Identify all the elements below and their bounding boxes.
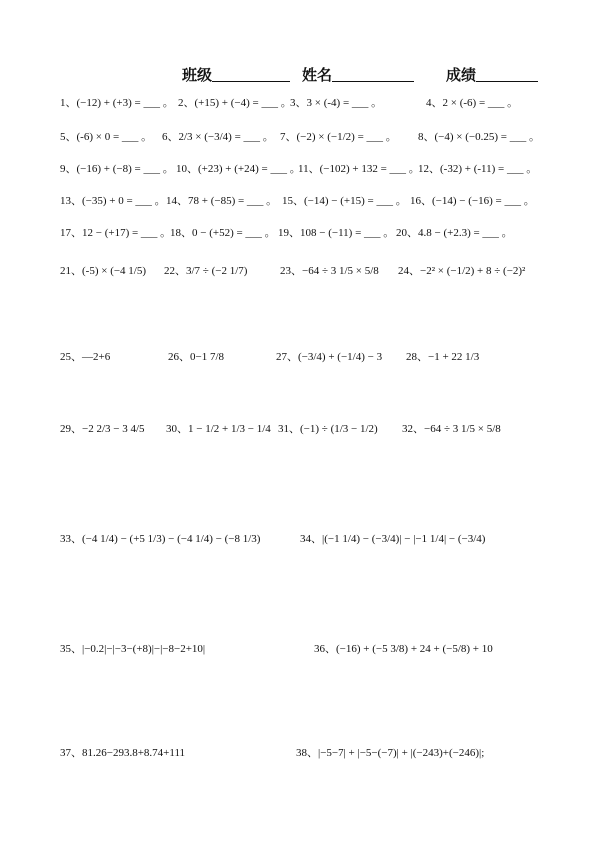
name-field (302, 64, 414, 85)
problem-36: 36、(−16) + (−5 3/8) + 24 + (−5/8) + 10 (314, 643, 493, 655)
problem-5: 5、(-6) × 0 = ___ 。 (60, 131, 153, 143)
problem-21: 21、(-5) × (−4 1/5) (60, 265, 147, 277)
problem-11: 11、(−102) + 132 = ___ 。 (298, 163, 420, 175)
problem-33: 33、(−4 1/4) − (+5 1/3) − (−4 1/4) − (−8 1/3) (60, 533, 261, 545)
problem-24: 24、−2² × (−1/2) + 8 ÷ (−2)² (398, 265, 526, 277)
problem-30: 30、1 − 1/2 + 1/3 − 1/4 (166, 423, 271, 435)
problem-20: 20、4.8 − (+2.3) = ___ 。 (396, 227, 513, 239)
class-field (182, 64, 290, 85)
problem-35: 35、|−0.2|−|−3−(+8)|−|−8−2+10| (60, 643, 206, 655)
problem-4: 4、2 × (-6) = ___ 。 (426, 97, 519, 109)
problem-9: 9、(−16) + (−8) = ___ 。 (60, 163, 174, 175)
problem-12: 12、(-32) + (-11) = ___ 。 (418, 163, 538, 175)
problem-34: 34、|(−1 1/4) − (−3/4)| − |−1 1/4| − (−3/4) (300, 533, 486, 545)
problem-10: 10、(+23) + (+24) = ___ 。 (176, 163, 301, 175)
score-blank[interactable] (476, 67, 538, 82)
problem-7: 7、(−2) × (−1/2) = ___ 。 (280, 131, 397, 143)
problem-16: 16、(−14) − (−16) = ___ 。 (410, 195, 535, 207)
problem-17: 17、12 − (+17) = ___ 。 (60, 227, 172, 239)
class-blank[interactable] (212, 67, 290, 82)
problem-25: 25、—2+6 (60, 351, 111, 363)
problem-31: 31、(−1) ÷ (1/3 − 1/2) (278, 423, 378, 435)
problem-2: 2、(+15) + (−4) = ___ 。 (178, 97, 292, 109)
problem-18: 18、0 − (+52) = ___ 。 (170, 227, 276, 239)
problem-8: 8、(−4) × (−0.25) = ___ 。 (418, 131, 540, 143)
problem-6: 6、2/3 × (−3/4) = ___ 。 (162, 131, 274, 143)
problem-3: 3、3 × (-4) = ___ 。 (290, 97, 383, 109)
problem-14: 14、78 + (−85) = ___ 。 (166, 195, 278, 207)
problem-28: 28、−1 + 22 1/3 (406, 351, 480, 363)
problem-13: 13、(−35) + 0 = ___ 。 (60, 195, 166, 207)
score-field (446, 64, 538, 85)
problem-38: 38、|−5−7| + |−5−(−7)| + |(−243)+(−246)|; (296, 747, 485, 759)
problem-23: 23、−64 ÷ 3 1/5 × 5/8 (280, 265, 379, 277)
problem-15: 15、(−14) − (+15) = ___ 。 (282, 195, 407, 207)
name-label: 姓名 (302, 66, 333, 84)
problem-19: 19、108 − (−11) = ___ 。 (278, 227, 395, 239)
problem-27: 27、(−3/4) + (−1/4) − 3 (276, 351, 383, 363)
class-label: 班级 (182, 66, 213, 84)
problem-32: 32、−64 ÷ 3 1/5 × 5/8 (402, 423, 501, 435)
score-label: 成绩 (446, 66, 477, 84)
problem-26: 26、0−1 7/8 (168, 351, 225, 363)
problem-1: 1、(−12) + (+3) = ___ 。 (60, 97, 174, 109)
name-blank[interactable] (332, 67, 414, 82)
problem-22: 22、3/7 ÷ (−2 1/7) (164, 265, 248, 277)
problem-37: 37、81.26−293.8+8.74+111 (60, 747, 186, 759)
problem-29: 29、−2 2/3 − 3 4/5 (60, 423, 145, 435)
